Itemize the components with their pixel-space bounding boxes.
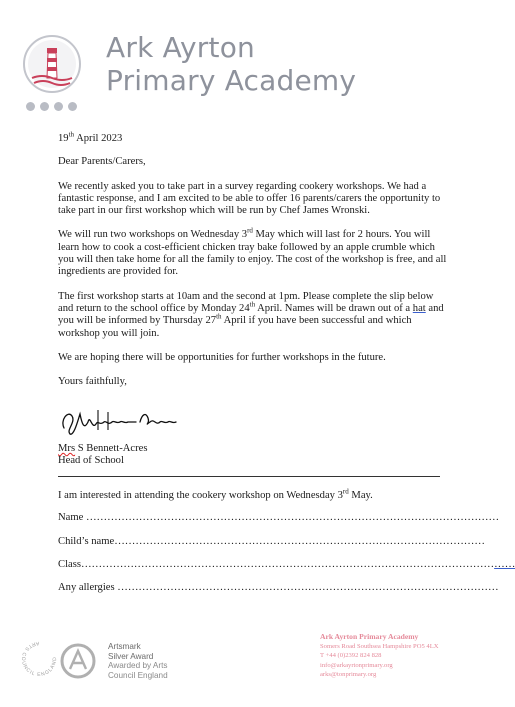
tear-off-divider <box>58 476 440 477</box>
dot <box>40 102 49 111</box>
date-day: 19 <box>58 133 69 144</box>
dot <box>54 102 63 111</box>
class-end: …… <box>494 559 515 570</box>
signer-name-line <box>58 443 147 455</box>
lighthouse-logo <box>22 34 82 94</box>
para3-text-a: The first workshop starts at 10am and the second at 1pm. Please complete the slip below and return to the school office by Monday 24 <box>58 290 434 314</box>
school-name <box>106 31 486 97</box>
contact-email-2: arks@tonprimary.org <box>320 671 377 679</box>
dot <box>26 102 35 111</box>
para3-hat: hat <box>412 302 426 314</box>
date-suffix: th <box>68 130 75 139</box>
dot <box>68 102 77 111</box>
arts-council-ring-text: ARTS COUNCIL ENGLAND <box>20 639 58 679</box>
slip-title-sup: rd <box>342 487 349 496</box>
artsmark-line2: Silver Award <box>108 651 154 661</box>
para3-text-d: April if you have been successful and which workshop you will join. <box>58 315 412 339</box>
paragraph-1: We recently asked you to take part in a survey regarding cookery workshops. We had a fantastic response, and I am excited to be able to offer 16 parents/carers the opportunity to take part in our first workshop which will be run by Chef James Wronski. <box>58 180 441 217</box>
logo-dots <box>26 102 77 111</box>
letter-date <box>58 130 448 145</box>
para3-sup2: th <box>216 312 222 321</box>
contact-address: Somers Road Southsea Hampshire PO5 4LX <box>320 642 439 650</box>
signer-title-word: Mrs <box>58 443 76 454</box>
svg-text:ARTS COUNCIL ENGLAND <box>20 640 58 678</box>
para2-sup: rd <box>247 226 253 235</box>
para2-text-a: We will run two workshops on Wednesday 3 <box>58 229 248 241</box>
paragraph-2 <box>58 226 448 278</box>
paragraph-3 <box>58 291 448 340</box>
artsmark-line4: Council England <box>108 670 168 680</box>
slip-title-b: May. <box>348 490 373 501</box>
school-name-line1: Ark Ayrton <box>106 31 255 64</box>
school-name-line2: Primary Academy <box>106 64 357 97</box>
para2-text-b: May which will last for 2 hours. You will learn how to cook a cost-efficient chicken tray bake followed by an apple crumble which you will then take home for all the family to enjoy. The cost of the workshop is free, and all ingredients are provided for. <box>58 229 447 278</box>
para3-text-c: and you will be informed by Thursday 27 <box>58 302 444 327</box>
signer-role: Head of School <box>58 455 124 467</box>
allergies-field: Any allergies ……………………………………………………………………………………………… <box>58 582 499 593</box>
name-field: Name ……………………………………………………………………………………………………… <box>58 512 500 523</box>
contact-block <box>320 632 439 680</box>
artsmark-line3: Awarded by Arts <box>108 661 168 671</box>
para3-text-b: April. Names will be drawn out of a <box>255 302 413 314</box>
contact-phone: T +44 (0)2392 824 828 <box>320 652 382 660</box>
para3-sup1: th <box>249 300 256 309</box>
class-label: Class……………………………………………………………………………………………………… <box>58 559 495 570</box>
letter-body <box>58 130 448 388</box>
contact-school-name: Ark Ayrton Primary Academy <box>320 632 419 641</box>
signer-block <box>58 443 147 468</box>
artsmark-award <box>108 642 168 680</box>
artsmark-logo <box>60 643 96 679</box>
greeting: Dear Parents/Carers, <box>58 156 146 168</box>
arts-council-logo <box>20 634 58 684</box>
date-rest: April 2023 <box>74 133 123 144</box>
child-name-field: Child’s name…………………………………………………………………………………………… <box>58 536 485 547</box>
closing: Yours faithfully, <box>58 376 127 388</box>
signature-image <box>58 400 188 440</box>
paragraph-4: We are hoping there will be opportunities for further workshops in the future. <box>58 351 386 363</box>
contact-email-1: info@arkayrtonprimary.org <box>320 661 393 669</box>
class-field <box>58 559 515 570</box>
slip-title-a: I am interested in attending the cookery workshop on Wednesday 3 <box>58 490 343 501</box>
artsmark-line1: Artsmark <box>108 642 141 651</box>
signer-name: S Bennett-Acres <box>75 443 148 454</box>
slip-title <box>58 487 373 501</box>
